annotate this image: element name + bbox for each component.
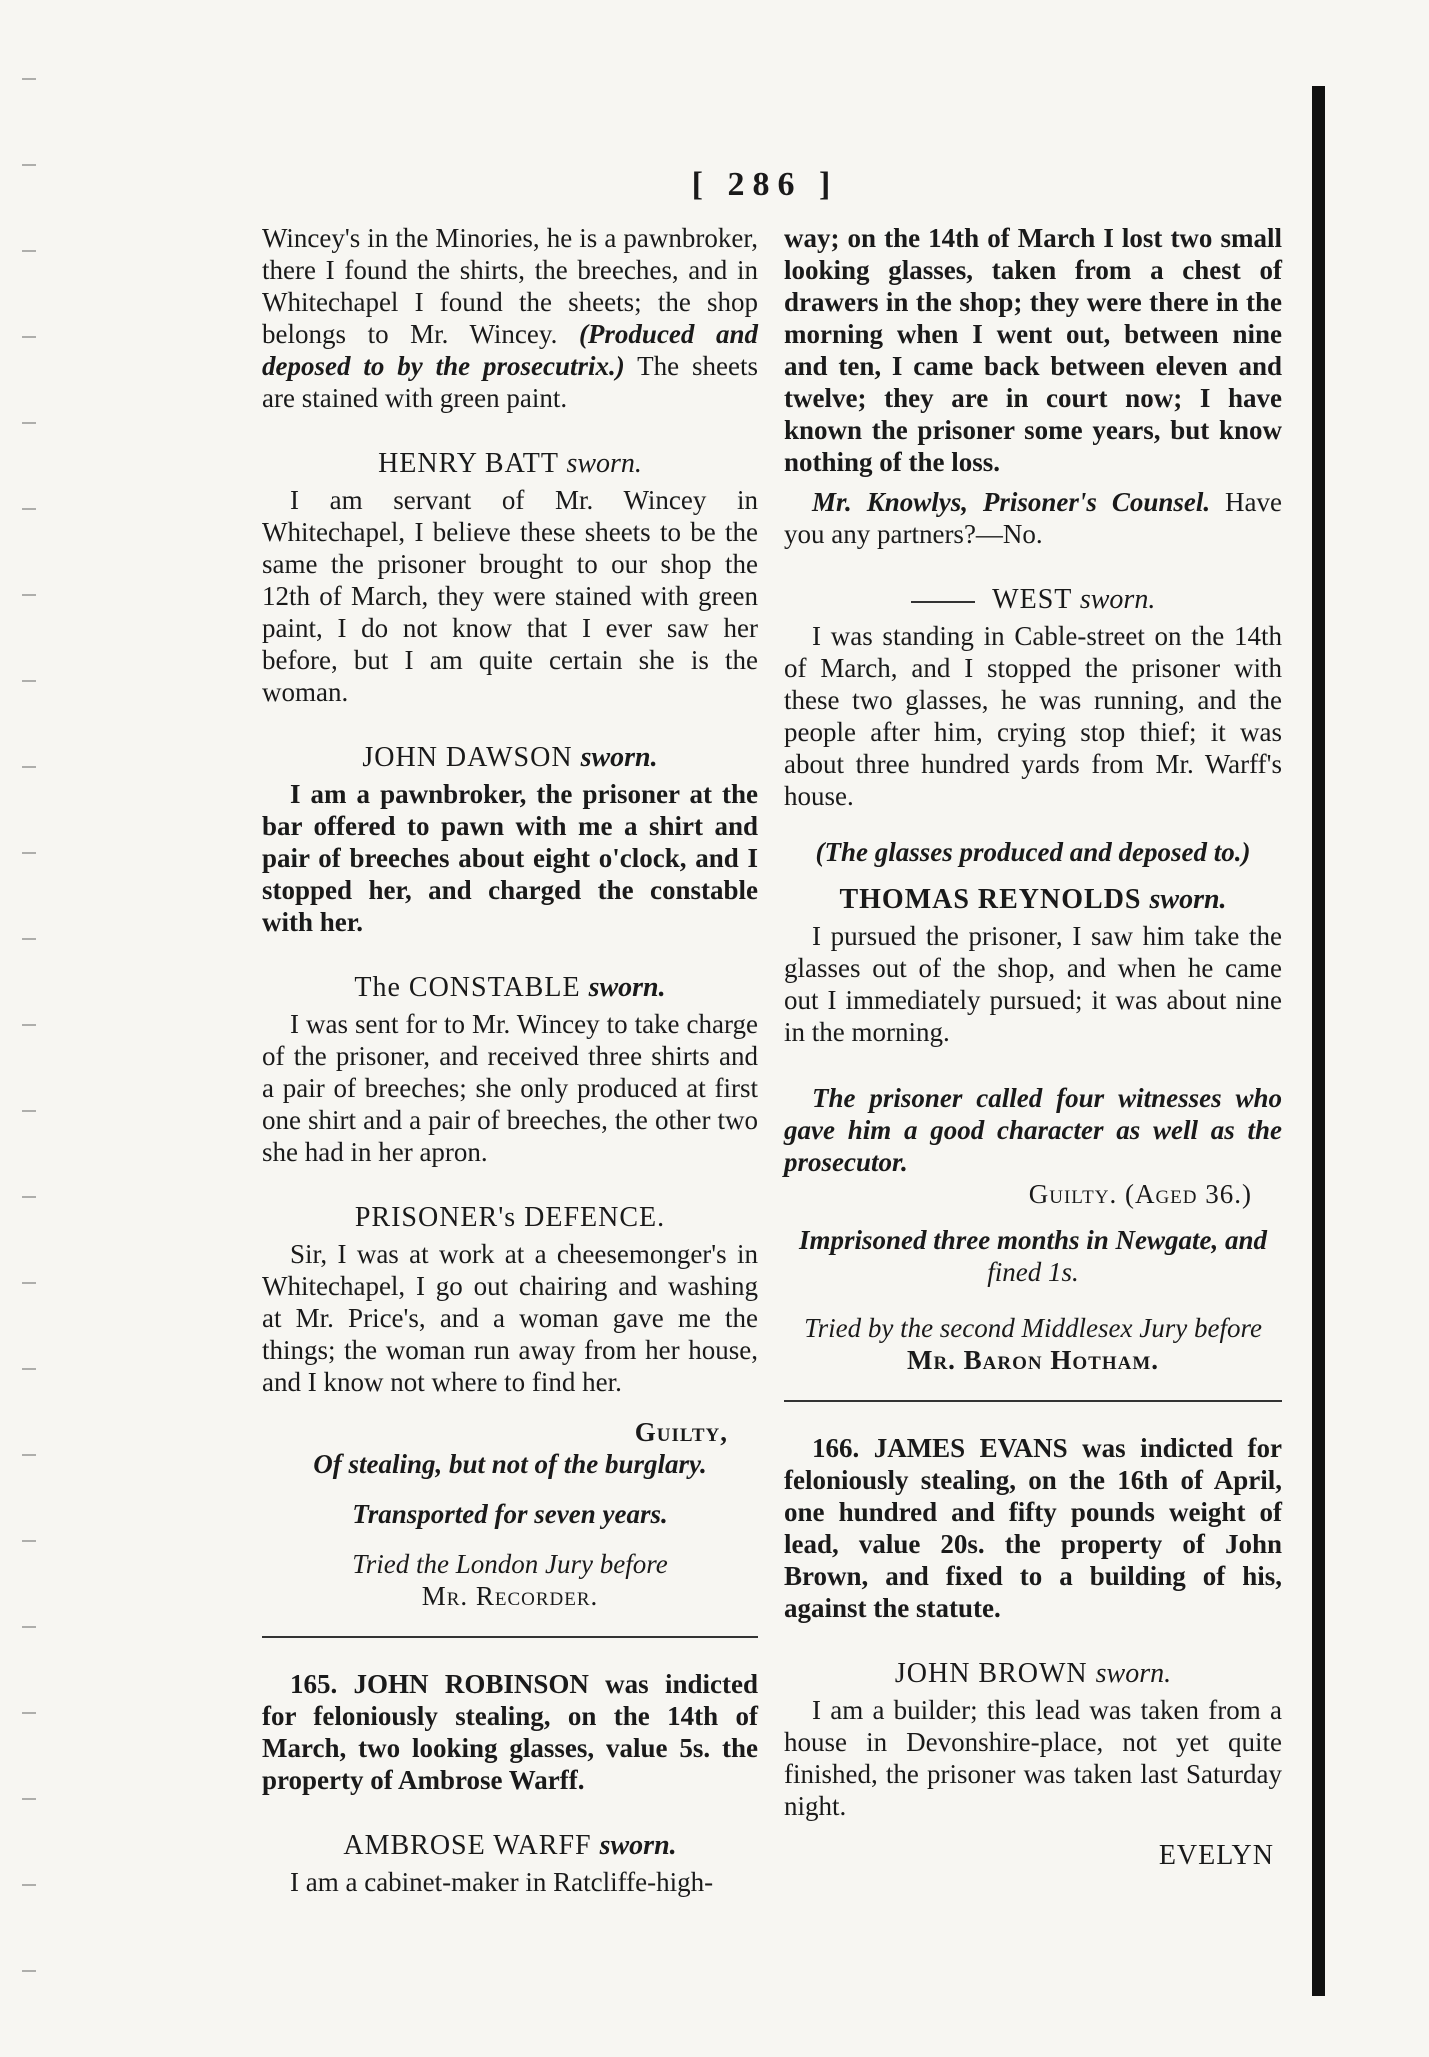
paragraph-warff: I am a cabinet-maker in Ratcliffe-high- <box>290 1867 714 1897</box>
section-rule <box>262 1636 758 1638</box>
sentence-line-1: Imprisoned three months in Newgate, and <box>798 1225 1268 1255</box>
paragraph-defence: Sir, I was at work at a cheesemonger's in Whitechapel, I go out chairing and washing at Mr. Price's, and a woman gave me the things; the woman run away from her house, and I know not where to find her. <box>262 1239 758 1397</box>
name-blank-rule <box>911 601 975 603</box>
witness-name: JOHN DAWSON <box>362 742 573 773</box>
paragraph-robinson: 165. JOHN ROBINSON was indicted for feloniously stealing, on the 14th of March, two looking glasses, value 5s. the property of Ambrose Warff. <box>262 1669 758 1795</box>
verdict: Guilty. (Aged 36.) <box>1028 1179 1252 1209</box>
catchword: EVELYN <box>1158 1840 1274 1871</box>
sworn-label: sworn. <box>599 1830 677 1861</box>
paragraph-constable <box>262 1008 758 1168</box>
heading-west <box>784 584 1282 616</box>
heading-john-dawson <box>262 742 758 774</box>
sworn-label: sworn. <box>1149 884 1227 915</box>
heading-defence: PRISONER's DEFENCE. <box>354 1202 666 1233</box>
paragraph-evans: 166. JAMES EVANS was indicted for feloniously stealing, on the 16th of April, one hundred and fifty pounds weight of lead, value 20s. the property of John Brown, and fixed to a building of his, against the statute. <box>784 1433 1282 1623</box>
sentence-line-2: fined 1s. <box>987 1257 1079 1287</box>
witness-name: THOMAS REYNOLDS <box>839 884 1142 915</box>
heading-ambrose-warff <box>262 1830 758 1862</box>
paragraph-witnesses: The prisoner called four witnesses who gave him a good character as well as the prosecutor. <box>784 1083 1282 1177</box>
paragraph-brown: I am a builder; this lead was taken from a house in Devonshire-place, not yet quite finished, the prisoner was taken last Saturday night. <box>784 1695 1282 1821</box>
paragraph-counsel <box>784 486 1282 550</box>
intro-end: The sheets are stained with green paint. <box>262 351 758 413</box>
tried-line-1: Tried by the second Middlesex Jury before <box>804 1313 1262 1343</box>
sentence: Transported for seven years. <box>352 1499 668 1529</box>
heading-thomas-reynolds <box>784 884 1282 916</box>
heading-henry-batt <box>262 448 758 480</box>
paragraph-dawson: I am a pawnbroker, the prisoner at the bar offered to pawn with me a shirt and pair of breeches about eight o'clock, and I stopped her, and charged the constable with her. <box>262 779 758 937</box>
tried-line-1: Tried the London Jury before <box>352 1549 668 1579</box>
paragraph-intro <box>262 222 758 414</box>
scan-edge-left <box>22 40 36 2020</box>
sworn-label: sworn. <box>1079 584 1156 615</box>
witness-name: WEST <box>992 584 1072 615</box>
glasses-produced: (The glasses produced and deposed to.) <box>815 837 1251 867</box>
witness-name: AMBROSE WARFF <box>343 1830 592 1861</box>
heading-john-brown <box>784 1658 1282 1690</box>
intro-text: Wincey's in the Minories, he is a pawnbroker, there I found the shirts, the breeches, and in Whitechapel I found the sheets; the shop belongs to Mr. Wincey. <box>262 223 758 349</box>
left-column <box>262 222 758 1898</box>
verdict-detail: Of stealing, but not of the burglary. <box>313 1449 707 1479</box>
witness-name: The CONSTABLE <box>354 972 581 1003</box>
counsel-text: Have you any partners?—No. <box>784 487 1282 549</box>
tried-line-2: Mr. Recorder. <box>421 1581 599 1611</box>
scan-edge-right <box>1312 86 1325 1996</box>
paragraph-batt: I am servant of Mr. Wincey in Whitechapel, I believe these sheets to be the same the prisoner brought to our shop the 12th of March, they were stained with green paint, I do not know that I ever saw her before, but I am quite certain she is the woman. <box>262 485 758 707</box>
section-rule <box>784 1400 1282 1402</box>
counsel-speaker: Mr. Knowlys, Prisoner's Counsel. <box>812 487 1211 517</box>
verdict-block-left <box>262 1416 758 1612</box>
sworn-label: sworn. <box>566 448 642 479</box>
witness-name: JOHN BROWN <box>894 1658 1088 1689</box>
paragraph-reynolds: I pursued the prisoner, I saw him take the glasses out of the shop, and when he came out I immediately pursued; it was about nine in the morning. <box>784 921 1282 1047</box>
sworn-label: sworn. <box>588 972 666 1003</box>
verdict: Guilty, <box>634 1417 728 1447</box>
constable-text: I was sent for to Mr. Wincey to take charge of the prisoner, and received three shirts and a pair of breeches; she only produced at first one shirt and a pair of breeches, the other two she had in her apron. <box>262 1009 758 1167</box>
right-column <box>784 222 1282 1872</box>
paragraph-west: I was standing in Cable-street on the 14th of March, and I stopped the prisoner with these two glasses, he was running, and the people after him, crying stop thief; it was about three hundred yards from Mr. Warff's house. <box>784 621 1282 811</box>
heading-constable <box>262 972 758 1004</box>
page-number: [ 286 ] <box>691 166 839 203</box>
intro-italic: (Produced and deposed to by the prosecutrix.) <box>262 319 759 381</box>
sworn-label: sworn. <box>1095 1658 1172 1689</box>
sworn-label: sworn. <box>580 742 658 773</box>
tried-line-2: Mr. Baron Hotham. <box>906 1345 1160 1375</box>
paragraph-warff-continued: way; on the 14th of March I lost two small looking glasses, taken from a chest of drawers in the shop; they were there in the morning when I went out, between nine and ten, I came back between eleven and twelve; they are in court now; I have known the prisoner some years, but know nothing of the loss. <box>784 223 1282 477</box>
witness-name: HENRY BATT <box>378 448 559 479</box>
